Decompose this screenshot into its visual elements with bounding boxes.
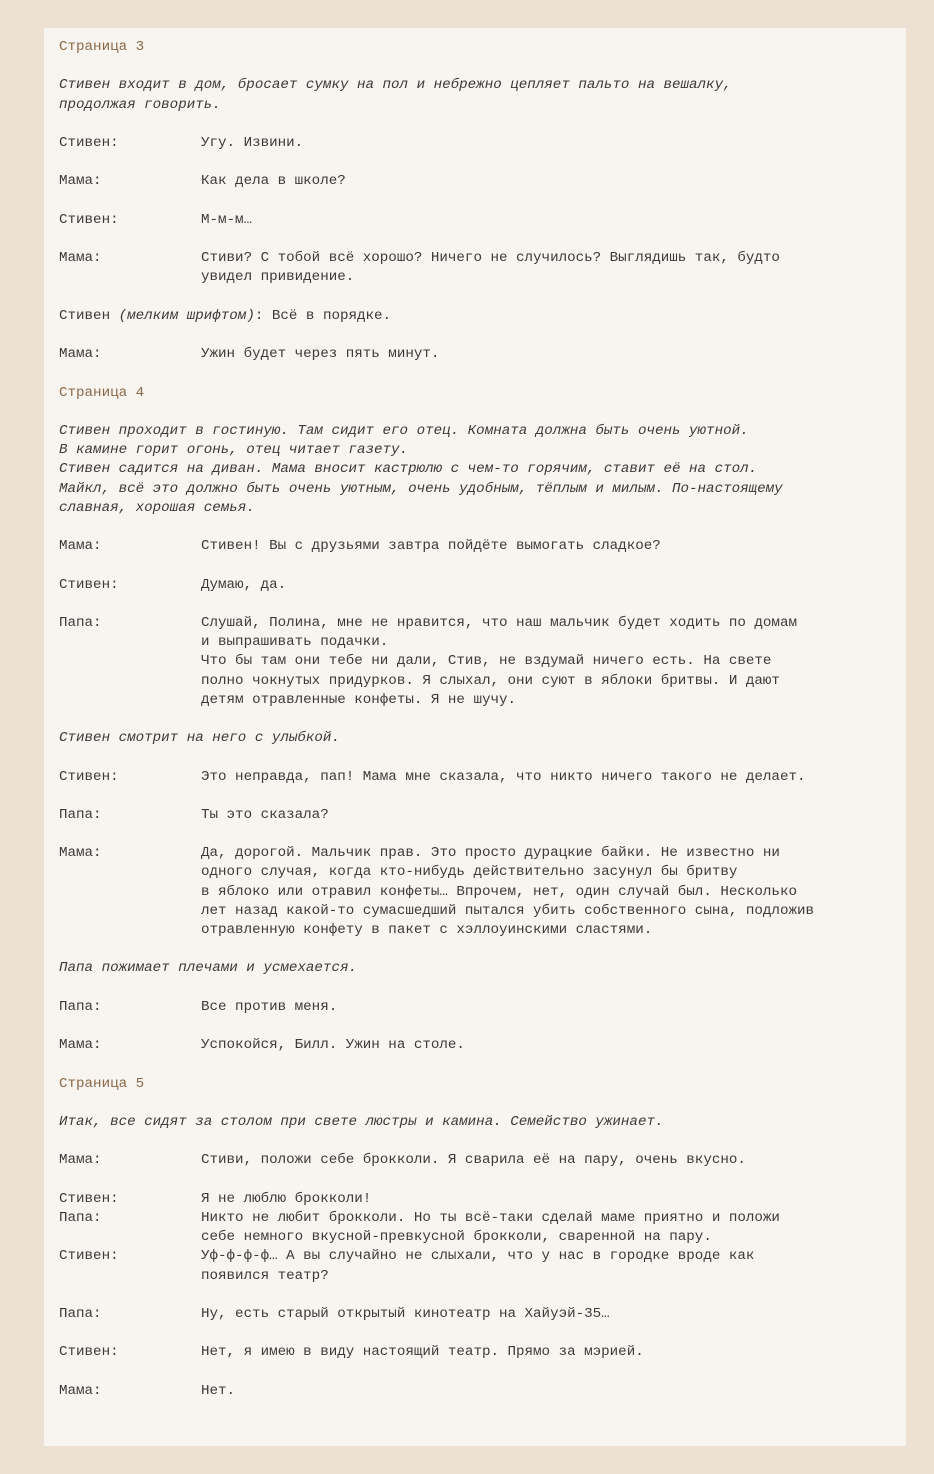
dialogue-line: детям отравленные конфеты. Я не шучу. — [201, 691, 517, 708]
dialogue-text — [201, 1190, 898, 1209]
dialogue-cue — [59, 537, 898, 556]
speaker-name: Стивен: — [59, 768, 119, 785]
dialogue-line: Никто не любит брокколи. Но ты всё-таки сделай маме приятно и положи — [201, 1210, 780, 1227]
dialogue-line: отравленную конфету в пакет с хэллоуинскими сластями. — [201, 922, 653, 939]
speaker-name: Мама: — [59, 346, 102, 363]
speaker-name: Мама: — [59, 1152, 102, 1169]
dialogue-text — [201, 345, 898, 364]
dialogue-cue — [59, 1247, 898, 1285]
speaker-name: Папа: — [59, 1306, 102, 1323]
speaker-name: Мама: — [59, 1037, 102, 1054]
dialogue-text — [201, 1036, 898, 1055]
direction-line: Папа пожимает плечами и усмехается. — [59, 960, 357, 977]
direction-line: славная, хорошая семья. — [59, 499, 255, 516]
dialogue-line: себе немного вкусной-превкусной брокколи, сваренной на пару. — [201, 1229, 712, 1246]
speaker-name: Стивен — [59, 307, 111, 324]
dialogue-line: Угу. Извини. — [201, 134, 304, 151]
dialogue-line: Уф-ф-ф-ф… А вы случайно не слыхали, что у нас в городке вроде как — [201, 1248, 755, 1265]
speaker-name: Стивен: — [59, 1190, 119, 1207]
dialogue-cue — [59, 1036, 898, 1055]
dialogue-cue — [59, 134, 898, 153]
speaker-name: Стивен: — [59, 576, 119, 593]
dialogue-text — [201, 172, 898, 191]
direction-line: Стивен проходит в гостиную. Там сидит его отец. Комната должна быть очень уютной. — [59, 422, 749, 439]
parenthetical: (мелким шрифтом) — [118, 307, 255, 324]
dialogue-text — [201, 1382, 898, 1401]
dialogue-text — [201, 806, 898, 825]
dialogue-line: Стиви, положи себе брокколи. Я сварила её на пару, очень вкусно. — [201, 1152, 746, 1169]
dialogue-text — [201, 1305, 898, 1324]
speaker-name: Папа: — [59, 614, 102, 631]
dialogue-line: Что бы там они тебе ни дали, Стив, не вздумай ничего есть. На свете — [201, 653, 772, 670]
dialogue-cue — [59, 1305, 898, 1324]
dialogue-cue — [59, 172, 898, 191]
dialogue-cue — [59, 768, 898, 787]
dialogue-line: Ужин будет через пять минут. — [201, 346, 440, 363]
dialogue-line: Стиви? С тобой всё хорошо? Ничего не случилось? Выглядишь так, будто — [201, 250, 780, 267]
direction-line: Итак, все сидят за столом при свете люстры и камина. Семейство ужинает. — [59, 1114, 664, 1131]
dialogue-line: Как дела в школе? — [201, 173, 346, 190]
dialogue-text — [201, 1343, 898, 1362]
dialogue-line: Нет, я имею в виду настоящий театр. Прямо за мэрией. — [201, 1344, 644, 1361]
dialogue-text — [201, 768, 898, 787]
direction-line: Стивен садится на диван. Мама вносит кастрюлю с чем-то горячим, ставит её на стол. — [59, 461, 758, 478]
direction-line: продолжая говорить. — [59, 96, 221, 113]
speaker-name: Папа: — [59, 998, 102, 1015]
dialogue-text — [201, 576, 898, 595]
dialogue-line: Ну, есть старый открытый кинотеатр на Хайуэй-35… — [201, 1306, 610, 1323]
speaker-name: Мама: — [59, 250, 102, 267]
dialogue-cue — [59, 249, 898, 287]
dialogue-inline — [59, 307, 898, 326]
dialogue-line: лет назад какой-то сумасшедший пытался убить собственного сына, подложив — [201, 902, 814, 919]
dialogue-cue — [59, 1190, 898, 1209]
page-heading: Страница 4 — [59, 384, 145, 401]
dialogue-text — [201, 134, 898, 153]
dialogue-cue — [59, 844, 898, 940]
direction-line: Стивен смотрит на него с улыбкой. — [59, 730, 340, 747]
dialogue-line: Ты это сказала? — [201, 806, 329, 823]
script-content — [59, 38, 898, 1420]
speaker-name: Стивен: — [59, 1344, 119, 1361]
dialogue-cue — [59, 211, 898, 230]
dialogue-cue — [59, 806, 898, 825]
direction-line: В камине горит огонь, отец читает газету. — [59, 442, 409, 459]
dialogue-text — [201, 1247, 898, 1285]
dialogue-line: и выпрашивать подачки. — [201, 634, 389, 651]
dialogue-text — [201, 249, 898, 287]
dialogue-cue — [59, 576, 898, 595]
dialogue-line: Успокойся, Билл. Ужин на столе. — [201, 1037, 465, 1054]
speaker-name: Мама: — [59, 1382, 102, 1399]
page-heading: Страница 5 — [59, 1075, 145, 1092]
dialogue-cue — [59, 614, 898, 710]
stage-direction — [59, 1113, 898, 1132]
stage-direction — [59, 76, 898, 114]
dialogue-line: Слушай, Полина, мне не нравится, что наш мальчик будет ходить по домам — [201, 614, 797, 631]
dialogue-cue — [59, 1151, 898, 1170]
direction-line: Майкл, всё это должно быть очень уютным, очень удобным, тёплым и милым. По-настоящему — [59, 480, 783, 497]
dialogue-line: одного случая, когда кто-нибудь действительно засунул бы бритву — [201, 864, 738, 881]
speaker-name: Стивен: — [59, 134, 119, 151]
speaker-name: Папа: — [59, 1210, 102, 1227]
dialogue-text — [201, 844, 898, 940]
direction-line: Стивен входит в дом, бросает сумку на пол и небрежно цепляет пальто на вешалку, — [59, 77, 732, 94]
speaker-name: Мама: — [59, 173, 102, 190]
dialogue-line: появился театр? — [201, 1267, 329, 1284]
dialogue-line: Я не люблю брокколи! — [201, 1190, 372, 1207]
dialogue-line: Думаю, да. — [201, 576, 287, 593]
speaker-name: Стивен: — [59, 1248, 119, 1265]
speaker-name: Папа: — [59, 806, 102, 823]
speaker-name: Мама: — [59, 845, 102, 862]
dialogue-line: увидел привидение. — [201, 269, 355, 286]
dialogue-line: Это неправда, пап! Мама мне сказала, что никто ничего такого не делает. — [201, 768, 806, 785]
stage-direction — [59, 959, 898, 978]
dialogue-cue — [59, 345, 898, 364]
speaker-name: Мама: — [59, 538, 102, 555]
dialogue-line: М-м-м… — [201, 211, 253, 228]
dialogue-line: Да, дорогой. Мальчик прав. Это просто дурацкие байки. Не известно ни — [201, 845, 780, 862]
dialogue-line: полно чокнутых придурков. Я слыхал, они суют в яблоки бритвы. И дают — [201, 672, 780, 689]
dialogue-text — [201, 1209, 898, 1247]
dialogue-cue — [59, 1343, 898, 1362]
dialogue-line: Стивен! Вы с друзьями завтра пойдёте вымогать сладкое? — [201, 538, 661, 555]
dialogue-cue — [59, 1209, 898, 1247]
dialogue-line: в яблоко или отравил конфеты… Впрочем, нет, один случай был. Несколько — [201, 883, 797, 900]
stage-direction — [59, 729, 898, 748]
dialogue-text — [201, 998, 898, 1017]
dialogue-line: Все против меня. — [201, 998, 338, 1015]
dialogue-text — [201, 537, 898, 556]
dialogue-text: : Всё в порядке. — [254, 307, 392, 324]
dialogue-text — [201, 211, 898, 230]
stage-direction — [59, 422, 898, 518]
dialogue-text — [201, 614, 898, 710]
script-paper — [44, 28, 906, 1446]
dialogue-cue — [59, 1382, 898, 1401]
dialogue-cue — [59, 998, 898, 1017]
page-heading: Страница 3 — [59, 39, 145, 55]
dialogue-line: Нет. — [201, 1382, 236, 1399]
speaker-name: Стивен: — [59, 211, 119, 228]
dialogue-text — [201, 1151, 898, 1170]
